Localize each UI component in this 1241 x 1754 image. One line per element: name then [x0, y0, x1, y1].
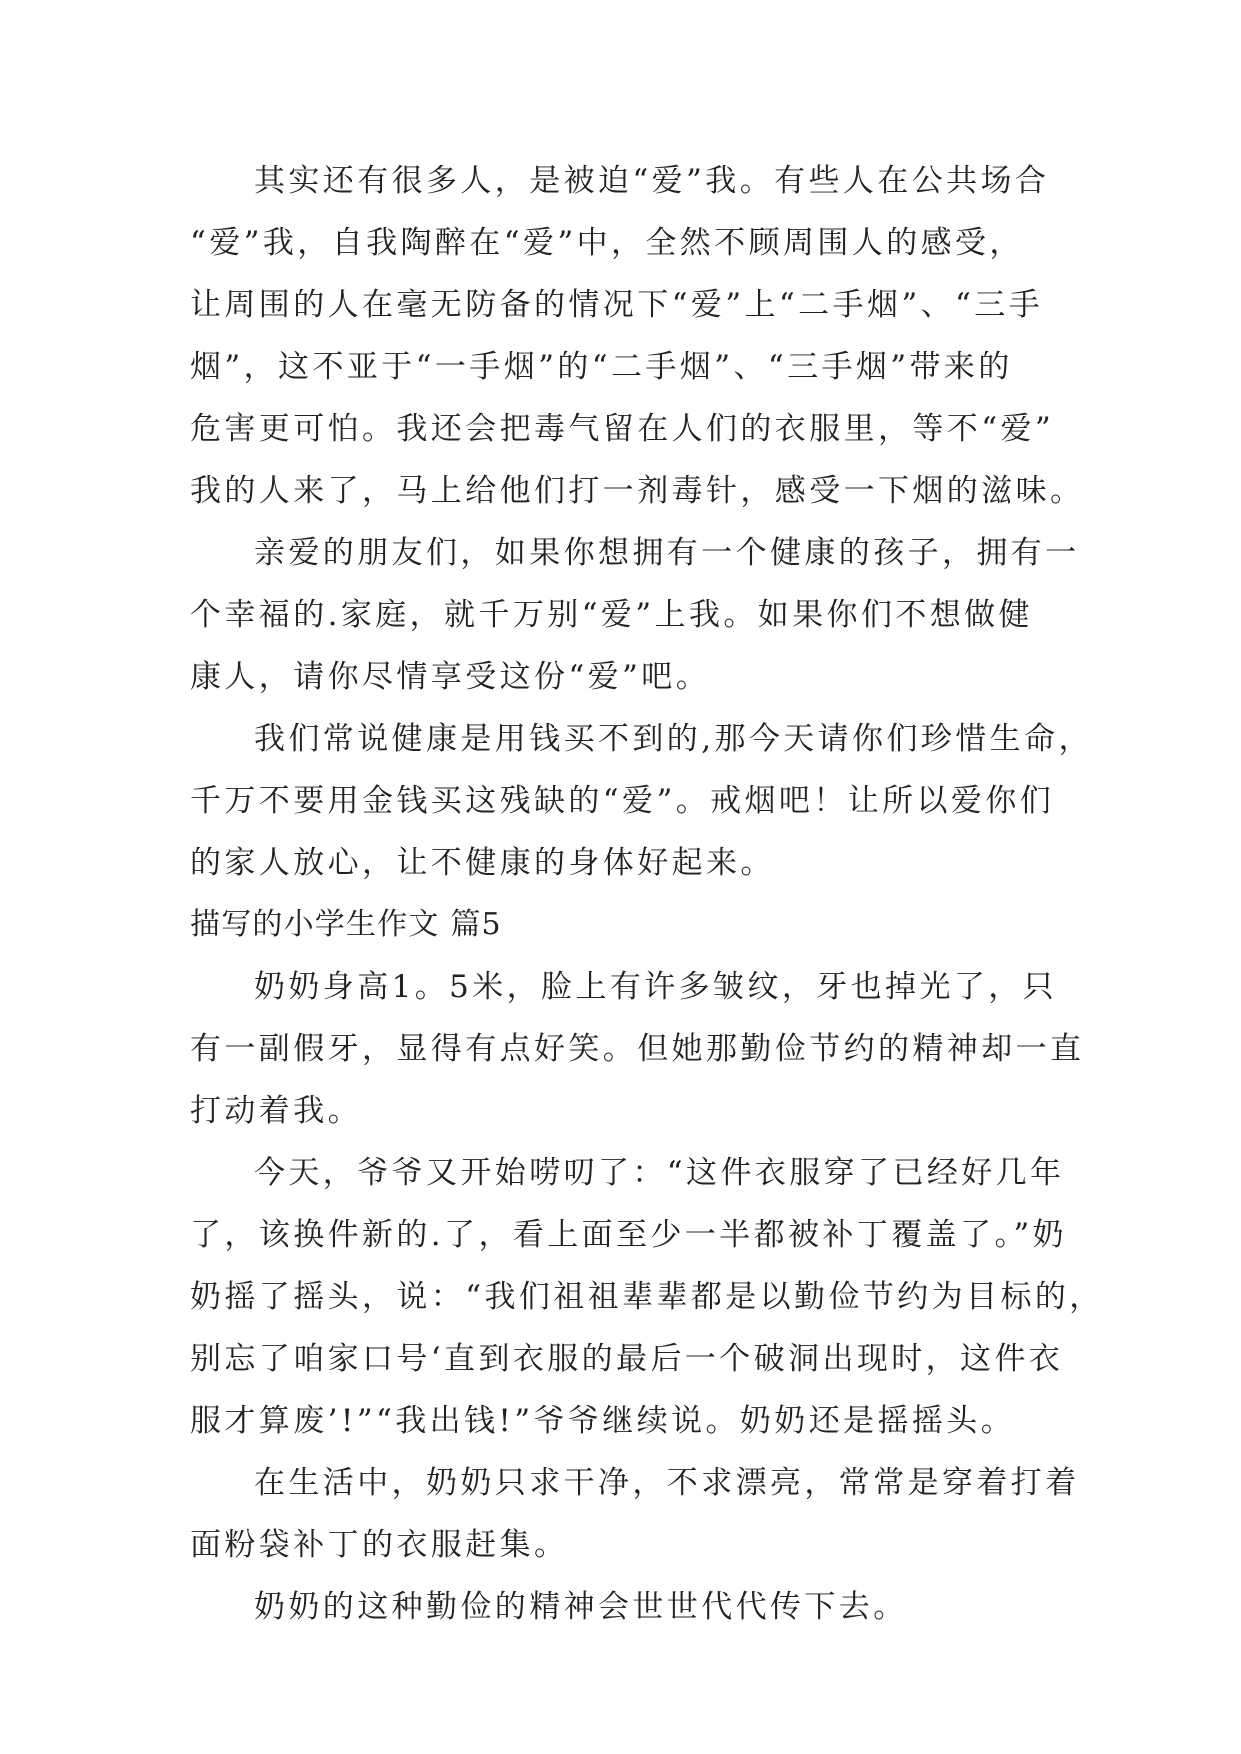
text-line: 服才算废’!”“我出钱!”爷爷继续说。奶奶还是摇摇头。 [190, 1403, 1016, 1439]
text-line: 奶摇了摇头，说：“我们祖祖辈辈都是以勤俭节约为目标的， [190, 1279, 1104, 1315]
text-line: 了，该换件新的.了，看上面至少一半都被补丁覆盖了。”奶 [190, 1217, 1067, 1253]
text-line: 其实还有很多人，是被迫“爱”我。有些人在公共场合 [254, 163, 1050, 199]
text-line: 危害更可怕。我还会把毒气留在人们的衣服里，等不“爱” [190, 411, 1055, 447]
section-heading: 描写的小学生作文 篇5 [190, 907, 502, 942]
text-line: 个幸福的.家庭，就千万别“爱”上我。如果你们不想做健 [190, 597, 1033, 633]
text-line: 康人，请你尽情享受这份“爱”吧。 [190, 659, 711, 695]
text-line: 面粉袋补丁的衣服赶集。 [190, 1527, 569, 1563]
text-line: 千万不要用金钱买这残缺的“爱”。戒烟吧！让所以爱你们 [190, 783, 1055, 819]
text-line: 烟”，这不亚于“一手烟”的“二手烟”、“三手烟”带来的 [190, 349, 1013, 385]
document-page [190, 150, 1104, 1638]
text-line: 奶奶的这种勤俭的精神会世世代代传下去。 [254, 1589, 908, 1625]
text-line: 有一副假牙，显得有点好笑。但她那勤俭节约的精神却一直 [190, 1031, 1085, 1067]
text-line: 别忘了咱家口号‘直到衣服的最后一个破洞出现时，这件衣 [190, 1341, 1064, 1377]
text-line: 打动着我。 [190, 1093, 362, 1129]
text-line: 让周围的人在毫无防备的情况下“爱”上“二手烟”、“三手 [190, 287, 1044, 323]
text-line: 我们常说健康是用钱买不到的,那今天请你们珍惜生命， [254, 721, 1093, 757]
text-line: 的家人放心，让不健康的身体好起来。 [190, 845, 775, 881]
text-line: 奶奶身高1。5米，脸上有许多皱纹，牙也掉光了，只 [254, 969, 1058, 1005]
text-line: 亲爱的朋友们，如果你想拥有一个健康的孩子，拥有一 [254, 535, 1080, 571]
text-line: 我的人来了，马上给他们打一剂毒针，感受一下烟的滋味。 [190, 473, 1085, 509]
text-line: “爱”我，自我陶醉在“爱”中，全然不顾周围人的感受， [190, 225, 1024, 261]
text-line: 今天，爷爷又开始唠叨了：“这件衣服穿了已经好几年 [254, 1155, 1065, 1191]
text-line: 在生活中，奶奶只求干净，不求漂亮，常常是穿着打着 [254, 1465, 1080, 1501]
